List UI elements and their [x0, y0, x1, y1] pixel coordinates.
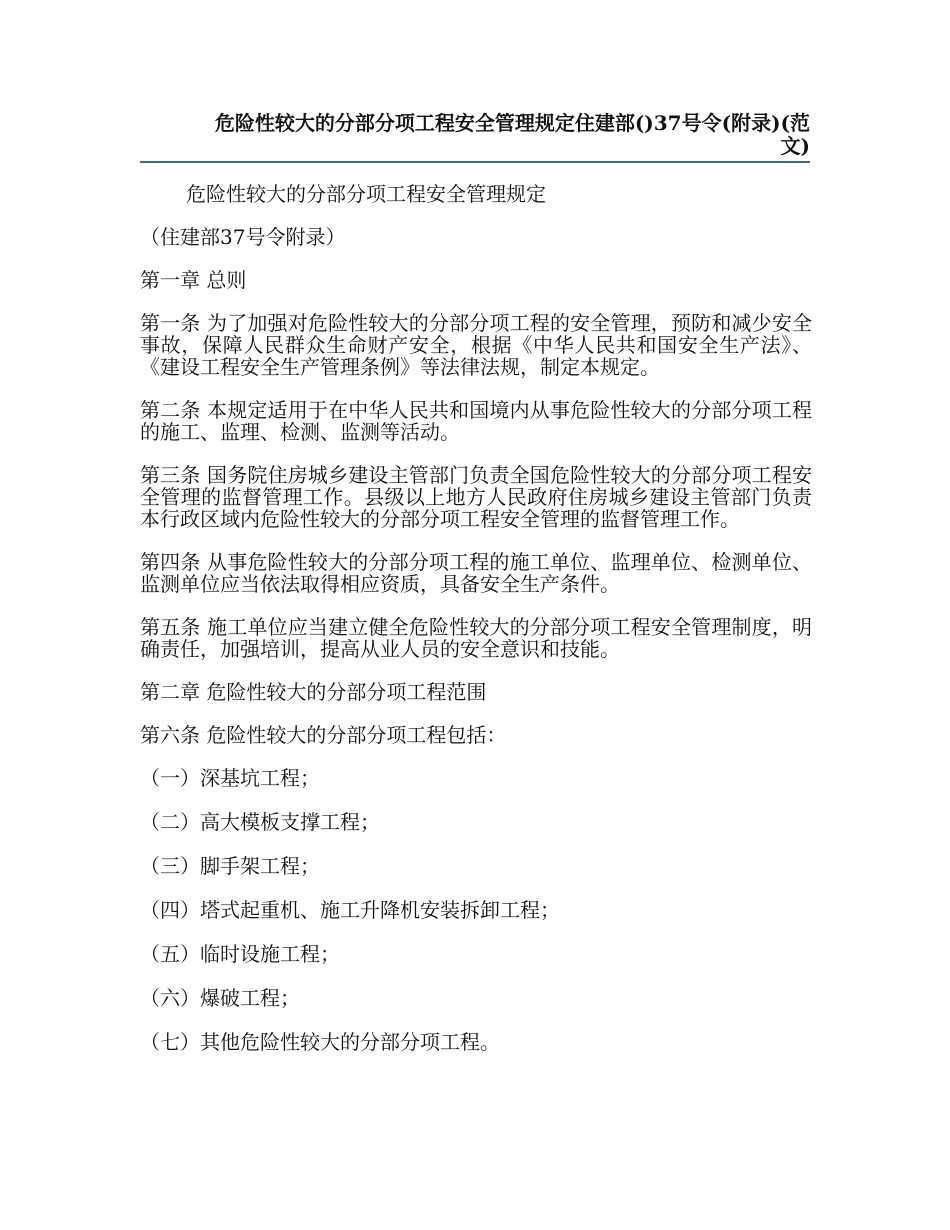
title-block: [140, 112, 810, 163]
list-item: （二）高大模板支撑工程；: [140, 810, 380, 834]
document-title: 危险性较大的分部分项工程安全管理规定住建部()37号令(附录)(范文): [214, 111, 810, 158]
article-6: 第六条 危险性较大的分部分项工程包括：: [140, 723, 507, 747]
chapter-2-title: 第二章 危险性较大的分部分项工程范围: [140, 680, 487, 704]
list-item: （七）其他危险性较大的分部分项工程。: [140, 1030, 500, 1054]
article-2: 第二条 本规定适用于在中华人民共和国境内从事危险性较大的分部分项工程的施工、监理、检测、监测等活动。: [140, 398, 812, 444]
article-1: 第一条 为了加强对危险性较大的分部分项工程的安全管理，预防和减少安全事故，保障人民群众生命财产安全，根据《中华人民共和国安全生产法》、《建设工程安全生产管理条例》等法律法规，制定本规定。: [140, 311, 812, 379]
document-subheading: （住建部37号令附录）: [140, 225, 346, 249]
list-item: （一）深基坑工程；: [140, 766, 320, 790]
article-4: 第四条 从事危险性较大的分部分项工程的施工单位、监理单位、检测单位、监测单位应当依法取得相应资质，具备安全生产条件。: [140, 550, 812, 596]
list-item: （六）爆破工程；: [140, 986, 300, 1010]
list-item: （五）临时设施工程；: [140, 942, 340, 966]
document-body: [140, 183, 812, 1075]
chapter-1-title: 第一章 总则: [140, 268, 247, 292]
list-item: （三）脚手架工程；: [140, 854, 320, 878]
list-item: （四）塔式起重机、施工升降机安装拆卸工程；: [140, 898, 560, 922]
article-3: 第三条 国务院住房城乡建设主管部门负责全国危险性较大的分部分项工程安全管理的监督管理工作。县级以上地方人民政府住房城乡建设主管部门负责本行政区域内危险性较大的分部分项工程安全管理的监督管理工作。: [140, 463, 812, 531]
document-heading: 危险性较大的分部分项工程安全管理规定: [186, 182, 546, 206]
article-5: 第五条 施工单位应当建立健全危险性较大的分部分项工程安全管理制度，明确责任，加强培训，提高从业人员的安全意识和技能。: [140, 615, 812, 661]
